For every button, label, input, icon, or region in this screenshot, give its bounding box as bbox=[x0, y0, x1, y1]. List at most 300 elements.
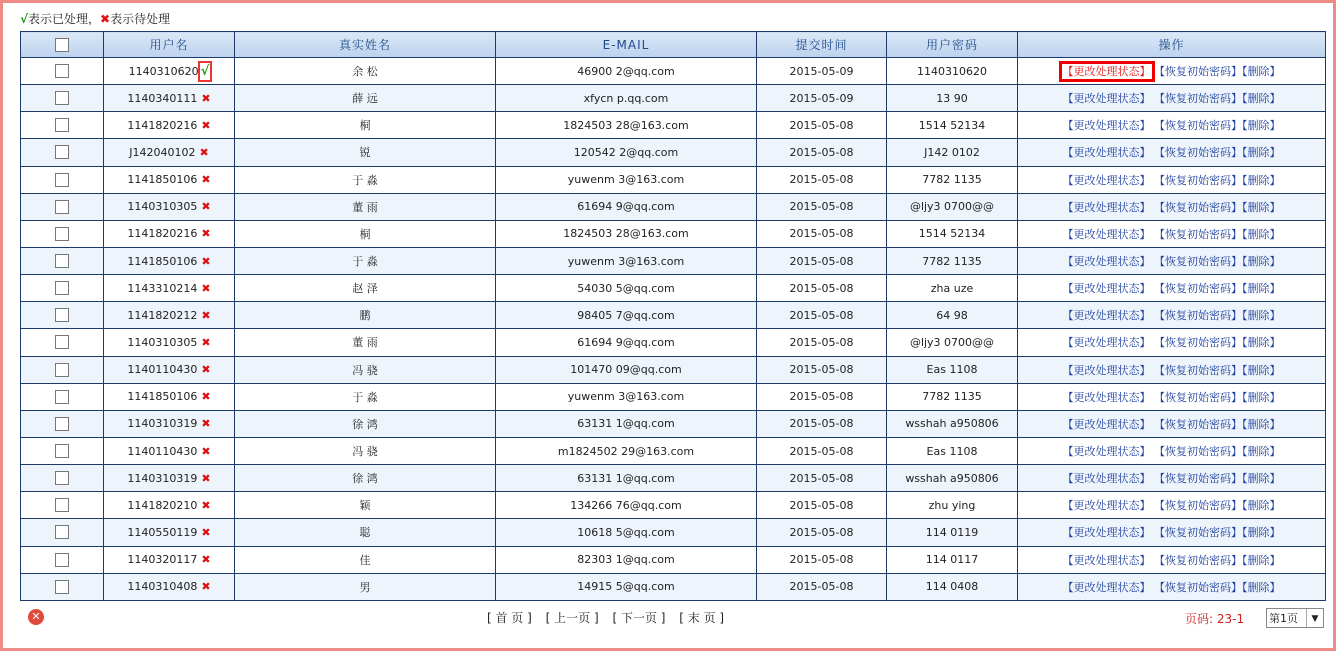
pending-mark-icon: ✖ bbox=[201, 173, 211, 187]
actions-cell bbox=[1018, 329, 1326, 356]
username-cell bbox=[104, 166, 235, 193]
time-cell: 2015-05-08 bbox=[757, 573, 887, 600]
reset-password-link[interactable]: 【恢复初始密码】 bbox=[1154, 417, 1242, 431]
processed-mark-icon: √ bbox=[20, 12, 29, 26]
time-cell: 2015-05-08 bbox=[757, 546, 887, 573]
delete-link[interactable]: 【删除】 bbox=[1242, 472, 1281, 486]
first-page-link[interactable]: [ 首 页 ] bbox=[487, 611, 532, 625]
username-cell bbox=[104, 58, 235, 85]
username: 1140310305 bbox=[127, 200, 198, 214]
reset-password-link[interactable]: 【恢复初始密码】 bbox=[1154, 227, 1242, 241]
header-password: 用户密码 bbox=[887, 32, 1018, 58]
table-row bbox=[21, 193, 1326, 220]
change-status-link[interactable]: 【更改处理状态】 bbox=[1062, 309, 1151, 323]
username-cell bbox=[104, 302, 235, 329]
row-checkbox[interactable] bbox=[55, 525, 69, 539]
change-status-link[interactable]: 【更改处理状态】 bbox=[1062, 65, 1151, 79]
password-cell: 7782 1135 bbox=[887, 166, 1018, 193]
table-row bbox=[21, 275, 1326, 302]
reset-password-link[interactable]: 【恢复初始密码】 bbox=[1154, 92, 1242, 106]
username: 1140320117 bbox=[127, 553, 198, 567]
table-row bbox=[21, 220, 1326, 247]
reset-password-link[interactable]: 【恢复初始密码】 bbox=[1154, 553, 1242, 567]
table-row bbox=[21, 139, 1326, 166]
row-select-cell[interactable] bbox=[21, 492, 104, 519]
time-cell: 2015-05-08 bbox=[757, 112, 887, 139]
row-select-cell[interactable] bbox=[21, 437, 104, 464]
username-cell bbox=[104, 139, 235, 166]
reset-password-link[interactable]: 【恢复初始密码】 bbox=[1154, 390, 1242, 404]
realname-cell: 锐 bbox=[235, 139, 496, 166]
username: 1140340111 bbox=[127, 91, 198, 105]
row-checkbox[interactable] bbox=[55, 444, 69, 458]
actions-cell bbox=[1018, 492, 1326, 519]
username-cell bbox=[104, 85, 235, 112]
reset-password-link[interactable]: 【恢复初始密码】 bbox=[1154, 363, 1242, 377]
pending-mark-icon: ✖ bbox=[100, 12, 111, 26]
row-checkbox[interactable] bbox=[55, 498, 69, 512]
row-checkbox[interactable] bbox=[55, 200, 69, 214]
realname-cell: 赵 泽 bbox=[235, 275, 496, 302]
delete-link[interactable]: 【删除】 bbox=[1242, 553, 1281, 567]
row-checkbox[interactable] bbox=[55, 308, 69, 322]
row-checkbox[interactable] bbox=[55, 580, 69, 594]
username: 1140310305 bbox=[127, 335, 198, 349]
table-row bbox=[21, 356, 1326, 383]
header-email: E-MAIL bbox=[496, 32, 757, 58]
row-checkbox[interactable] bbox=[55, 173, 69, 187]
row-select-cell[interactable] bbox=[21, 275, 104, 302]
realname-cell: 徐 鸿 bbox=[235, 410, 496, 437]
reset-password-link[interactable]: 【恢复初始密码】 bbox=[1154, 472, 1242, 486]
change-status-link[interactable]: 【更改处理状态】 bbox=[1062, 499, 1151, 513]
delete-link[interactable]: 【删除】 bbox=[1242, 227, 1281, 241]
delete-link[interactable]: 【删除】 bbox=[1242, 526, 1281, 540]
table-row bbox=[21, 329, 1326, 356]
table-row bbox=[21, 410, 1326, 437]
reset-password-link[interactable]: 【恢复初始密码】 bbox=[1154, 445, 1242, 459]
table-row bbox=[21, 437, 1326, 464]
reset-password-link[interactable]: 【恢复初始密码】 bbox=[1154, 65, 1242, 79]
actions-cell bbox=[1018, 166, 1326, 193]
realname-cell: 佳 bbox=[235, 546, 496, 573]
last-page-link[interactable]: [ 末 页 ] bbox=[679, 611, 725, 625]
row-select-cell[interactable] bbox=[21, 112, 104, 139]
actions-cell bbox=[1018, 573, 1326, 600]
password-cell: zha uze bbox=[887, 275, 1018, 302]
username: 1141820210 bbox=[127, 498, 198, 512]
reset-password-link[interactable]: 【恢复初始密码】 bbox=[1154, 200, 1242, 214]
table-row bbox=[21, 465, 1326, 492]
email-cell: 54030 5@qq.com bbox=[496, 275, 757, 302]
password-cell: 1514 52134 bbox=[887, 112, 1018, 139]
delete-link[interactable]: 【删除】 bbox=[1242, 92, 1281, 106]
username-cell bbox=[104, 247, 235, 274]
change-status-link[interactable]: 【更改处理状态】 bbox=[1062, 173, 1151, 187]
change-status-link[interactable]: 【更改处理状态】 bbox=[1062, 255, 1151, 269]
row-checkbox[interactable] bbox=[55, 118, 69, 132]
realname-cell: 聪 bbox=[235, 519, 496, 546]
page-select[interactable] bbox=[1266, 608, 1324, 628]
email-cell: 14915 5@qq.com bbox=[496, 573, 757, 600]
email-cell: yuwenm 3@163.com bbox=[496, 166, 757, 193]
time-cell: 2015-05-08 bbox=[757, 166, 887, 193]
row-select-cell[interactable] bbox=[21, 193, 104, 220]
reset-password-link[interactable]: 【恢复初始密码】 bbox=[1154, 499, 1242, 513]
delete-link[interactable]: 【删除】 bbox=[1242, 255, 1281, 269]
time-cell: 2015-05-08 bbox=[757, 383, 887, 410]
email-cell: yuwenm 3@163.com bbox=[496, 247, 757, 274]
time-cell: 2015-05-08 bbox=[757, 437, 887, 464]
row-select-cell[interactable] bbox=[21, 465, 104, 492]
row-select-cell[interactable] bbox=[21, 356, 104, 383]
reset-password-link[interactable]: 【恢复初始密码】 bbox=[1154, 119, 1242, 133]
password-cell: 13 90 bbox=[887, 85, 1018, 112]
time-cell: 2015-05-08 bbox=[757, 139, 887, 166]
username: 1141850106 bbox=[127, 390, 198, 404]
change-status-link[interactable]: 【更改处理状态】 bbox=[1062, 119, 1151, 133]
username: 1140310319 bbox=[127, 471, 198, 485]
row-checkbox[interactable] bbox=[55, 145, 69, 159]
delete-link[interactable]: 【删除】 bbox=[1242, 499, 1281, 513]
table-row bbox=[21, 58, 1326, 85]
time-cell: 2015-05-08 bbox=[757, 220, 887, 247]
password-cell: Eas 1108 bbox=[887, 356, 1018, 383]
table-header-row bbox=[21, 32, 1326, 58]
row-select-cell[interactable] bbox=[21, 573, 104, 600]
email-cell: 1824503 28@163.com bbox=[496, 112, 757, 139]
password-cell: 114 0408 bbox=[887, 573, 1018, 600]
prev-page-link[interactable]: [ 上一页 ] bbox=[545, 611, 599, 625]
password-cell: wsshah a950806 bbox=[887, 410, 1018, 437]
page-info: 页码: 23-1 bbox=[1185, 612, 1245, 626]
table-row bbox=[21, 573, 1326, 600]
realname-cell: 冯 骁 bbox=[235, 356, 496, 383]
row-select-cell[interactable] bbox=[21, 247, 104, 274]
time-cell: 2015-05-08 bbox=[757, 275, 887, 302]
delete-link[interactable]: 【删除】 bbox=[1242, 309, 1281, 323]
pending-mark-icon: ✖ bbox=[201, 444, 211, 458]
email-cell: m1824502 29@163.com bbox=[496, 437, 757, 464]
pending-mark-icon: ✖ bbox=[201, 308, 211, 322]
row-select-cell[interactable] bbox=[21, 546, 104, 573]
status-legend bbox=[20, 10, 170, 27]
row-checkbox[interactable] bbox=[55, 91, 69, 105]
realname-cell: 董 雨 bbox=[235, 329, 496, 356]
email-cell: 101470 09@qq.com bbox=[496, 356, 757, 383]
reset-password-link[interactable]: 【恢复初始密码】 bbox=[1154, 146, 1242, 160]
change-status-link[interactable]: 【更改处理状态】 bbox=[1062, 200, 1151, 214]
reset-password-link[interactable]: 【恢复初始密码】 bbox=[1154, 282, 1242, 296]
delete-link[interactable]: 【删除】 bbox=[1242, 146, 1281, 160]
row-select-cell[interactable] bbox=[21, 166, 104, 193]
username: 1143310214 bbox=[127, 281, 198, 295]
realname-cell: 男 bbox=[235, 573, 496, 600]
reset-password-link[interactable]: 【恢复初始密码】 bbox=[1154, 580, 1242, 594]
actions-cell bbox=[1018, 85, 1326, 112]
pending-mark-icon: ✖ bbox=[201, 580, 211, 594]
username-cell bbox=[104, 437, 235, 464]
pending-mark-icon: ✖ bbox=[201, 227, 211, 241]
realname-cell: 于 淼 bbox=[235, 383, 496, 410]
change-status-link[interactable]: 【更改处理状态】 bbox=[1062, 363, 1151, 377]
username-cell bbox=[104, 329, 235, 356]
table-row bbox=[21, 247, 1326, 274]
password-cell: 114 0119 bbox=[887, 519, 1018, 546]
header-realname: 真实姓名 bbox=[235, 32, 496, 58]
email-cell: 98405 7@qq.com bbox=[496, 302, 757, 329]
row-checkbox[interactable] bbox=[55, 64, 69, 78]
username-cell bbox=[104, 383, 235, 410]
username: 1141820216 bbox=[127, 227, 198, 241]
reset-password-link[interactable]: 【恢复初始密码】 bbox=[1154, 526, 1242, 540]
pending-mark-icon: ✖ bbox=[201, 363, 211, 377]
row-checkbox[interactable] bbox=[55, 471, 69, 485]
table-row bbox=[21, 492, 1326, 519]
actions-cell bbox=[1018, 410, 1326, 437]
row-checkbox[interactable] bbox=[55, 390, 69, 404]
pending-mark-icon: ✖ bbox=[199, 145, 209, 159]
time-cell: 2015-05-08 bbox=[757, 302, 887, 329]
password-cell: zhu ying bbox=[887, 492, 1018, 519]
reset-password-link[interactable]: 【恢复初始密码】 bbox=[1154, 309, 1242, 323]
change-status-link[interactable]: 【更改处理状态】 bbox=[1062, 472, 1151, 486]
password-cell: wsshah a950806 bbox=[887, 465, 1018, 492]
delete-link[interactable]: 【删除】 bbox=[1242, 282, 1281, 296]
realname-cell: 余 松 bbox=[235, 58, 496, 85]
table-row bbox=[21, 383, 1326, 410]
time-cell: 2015-05-09 bbox=[757, 58, 887, 85]
pending-mark-icon: ✖ bbox=[201, 498, 211, 512]
table-row bbox=[21, 85, 1326, 112]
change-status-link[interactable]: 【更改处理状态】 bbox=[1062, 580, 1151, 594]
row-select-cell[interactable] bbox=[21, 519, 104, 546]
actions-cell bbox=[1018, 112, 1326, 139]
actions-cell bbox=[1018, 275, 1326, 302]
pending-mark-icon: ✖ bbox=[201, 91, 211, 105]
username-cell bbox=[104, 356, 235, 383]
row-checkbox[interactable] bbox=[55, 281, 69, 295]
table-row bbox=[21, 166, 1326, 193]
processed-mark-icon: √ bbox=[200, 63, 210, 79]
pending-mark-icon: ✖ bbox=[201, 118, 211, 132]
pending-mark-icon: ✖ bbox=[201, 417, 211, 431]
username-cell bbox=[104, 546, 235, 573]
actions-cell bbox=[1018, 546, 1326, 573]
password-cell: J142 0102 bbox=[887, 139, 1018, 166]
chevron-down-icon[interactable]: ▼ bbox=[1306, 609, 1323, 627]
actions-cell bbox=[1018, 437, 1326, 464]
delete-link[interactable]: 【删除】 bbox=[1242, 336, 1281, 350]
username: J142040102 bbox=[129, 145, 196, 159]
time-cell: 2015-05-08 bbox=[757, 410, 887, 437]
password-cell: 64 98 bbox=[887, 302, 1018, 329]
time-cell: 2015-05-09 bbox=[757, 85, 887, 112]
actions-cell bbox=[1018, 465, 1326, 492]
username: 1140110430 bbox=[127, 363, 198, 377]
realname-cell: 薛 远 bbox=[235, 85, 496, 112]
username: 1141820216 bbox=[127, 118, 198, 132]
delete-link[interactable]: 【删除】 bbox=[1242, 173, 1281, 187]
password-cell: 114 0117 bbox=[887, 546, 1018, 573]
actions-cell bbox=[1018, 193, 1326, 220]
time-cell: 2015-05-08 bbox=[757, 356, 887, 383]
row-checkbox[interactable] bbox=[55, 553, 69, 567]
email-cell: yuwenm 3@163.com bbox=[496, 383, 757, 410]
reset-password-link[interactable]: 【恢复初始密码】 bbox=[1154, 336, 1242, 350]
row-select-cell[interactable] bbox=[21, 85, 104, 112]
row-select-cell[interactable] bbox=[21, 383, 104, 410]
row-select-cell[interactable] bbox=[21, 58, 104, 85]
actions-cell bbox=[1018, 139, 1326, 166]
username: 1140550119 bbox=[127, 525, 198, 539]
time-cell: 2015-05-08 bbox=[757, 247, 887, 274]
actions-cell bbox=[1018, 356, 1326, 383]
actions-cell bbox=[1018, 220, 1326, 247]
change-status-link[interactable]: 【更改处理状态】 bbox=[1062, 390, 1151, 404]
pending-mark-icon: ✖ bbox=[201, 335, 211, 349]
row-checkbox[interactable] bbox=[55, 363, 69, 377]
username: 1140110430 bbox=[127, 444, 198, 458]
reset-password-link[interactable]: 【恢复初始密码】 bbox=[1154, 173, 1242, 187]
realname-cell: 董 雨 bbox=[235, 193, 496, 220]
row-checkbox[interactable] bbox=[55, 254, 69, 268]
delete-link[interactable]: 【删除】 bbox=[1242, 363, 1281, 377]
username-cell bbox=[104, 519, 235, 546]
username: 1141850106 bbox=[127, 173, 198, 187]
change-status-link[interactable]: 【更改处理状态】 bbox=[1062, 92, 1151, 106]
table-row bbox=[21, 112, 1326, 139]
username: 1140310408 bbox=[127, 580, 198, 594]
change-status-link[interactable]: 【更改处理状态】 bbox=[1062, 553, 1151, 567]
username-cell bbox=[104, 220, 235, 247]
username-cell bbox=[104, 112, 235, 139]
table-body bbox=[21, 58, 1326, 601]
email-cell: 10618 5@qq.com bbox=[496, 519, 757, 546]
change-status-link[interactable]: 【更改处理状态】 bbox=[1062, 445, 1151, 459]
pending-mark-icon: ✖ bbox=[201, 281, 211, 295]
row-select-cell[interactable] bbox=[21, 302, 104, 329]
header-time: 提交时间 bbox=[757, 32, 887, 58]
row-checkbox[interactable] bbox=[55, 417, 69, 431]
email-cell: 61694 9@qq.com bbox=[496, 193, 757, 220]
time-cell: 2015-05-08 bbox=[757, 492, 887, 519]
next-page-link[interactable]: [ 下一页 ] bbox=[612, 611, 666, 625]
pending-mark-icon: ✖ bbox=[201, 471, 211, 485]
row-select-cell[interactable] bbox=[21, 329, 104, 356]
delete-link[interactable]: 【删除】 bbox=[1242, 119, 1281, 133]
password-cell: @ljy3 0700@@ bbox=[887, 329, 1018, 356]
actions-cell bbox=[1018, 247, 1326, 274]
password-cell: Eas 1108 bbox=[887, 437, 1018, 464]
email-cell: 63131 1@qq.com bbox=[496, 465, 757, 492]
actions-cell bbox=[1018, 383, 1326, 410]
email-cell: 82303 1@qq.com bbox=[496, 546, 757, 573]
pending-mark-icon: ✖ bbox=[201, 553, 211, 567]
email-cell: 120542 2@qq.com bbox=[496, 139, 757, 166]
change-status-link[interactable]: 【更改处理状态】 bbox=[1062, 282, 1151, 296]
password-cell: 7782 1135 bbox=[887, 247, 1018, 274]
change-status-link[interactable]: 【更改处理状态】 bbox=[1062, 336, 1151, 350]
row-select-cell[interactable] bbox=[21, 410, 104, 437]
row-select-cell[interactable] bbox=[21, 220, 104, 247]
realname-cell: 桐 bbox=[235, 112, 496, 139]
pending-mark-icon: ✖ bbox=[201, 525, 211, 539]
table-row bbox=[21, 546, 1326, 573]
username: 1140310620 bbox=[128, 64, 199, 78]
time-cell: 2015-05-08 bbox=[757, 193, 887, 220]
select-all-checkbox[interactable] bbox=[55, 38, 69, 52]
delete-link[interactable]: 【删除】 bbox=[1242, 390, 1281, 404]
delete-link[interactable]: 【删除】 bbox=[1242, 200, 1281, 214]
realname-cell: 冯 骁 bbox=[235, 437, 496, 464]
row-select-cell[interactable] bbox=[21, 139, 104, 166]
pending-mark-icon: ✖ bbox=[201, 200, 211, 214]
row-checkbox[interactable] bbox=[55, 227, 69, 241]
pending-legend-text: 表示待处理 bbox=[110, 12, 171, 26]
select-all-cell[interactable] bbox=[21, 32, 104, 58]
username-cell bbox=[104, 193, 235, 220]
delete-link[interactable]: 【删除】 bbox=[1242, 445, 1281, 459]
email-cell: xfycn p.qq.com bbox=[496, 85, 757, 112]
user-table bbox=[20, 31, 1326, 601]
change-status-link[interactable]: 【更改处理状态】 bbox=[1062, 526, 1151, 540]
realname-cell: 桐 bbox=[235, 220, 496, 247]
change-status-link[interactable]: 【更改处理状态】 bbox=[1062, 417, 1151, 431]
username: 1141820212 bbox=[127, 308, 198, 322]
change-status-link[interactable]: 【更改处理状态】 bbox=[1062, 146, 1151, 160]
reset-password-link[interactable]: 【恢复初始密码】 bbox=[1154, 255, 1242, 269]
time-cell: 2015-05-08 bbox=[757, 465, 887, 492]
password-cell: 1140310620 bbox=[887, 58, 1018, 85]
realname-cell: 颖 bbox=[235, 492, 496, 519]
actions-cell bbox=[1018, 58, 1326, 85]
page-select-value: 第1页 bbox=[1269, 612, 1298, 625]
delete-link[interactable]: 【删除】 bbox=[1242, 580, 1281, 594]
email-cell: 134266 76@qq.com bbox=[496, 492, 757, 519]
header-actions: 操作 bbox=[1018, 32, 1326, 58]
row-checkbox[interactable] bbox=[55, 335, 69, 349]
time-cell: 2015-05-08 bbox=[757, 519, 887, 546]
delete-link[interactable]: 【删除】 bbox=[1242, 65, 1281, 79]
realname-cell: 于 淼 bbox=[235, 166, 496, 193]
close-icon[interactable]: ✕ bbox=[28, 609, 44, 625]
actions-cell bbox=[1018, 519, 1326, 546]
header-username: 用户名 bbox=[104, 32, 235, 58]
change-status-link[interactable]: 【更改处理状态】 bbox=[1062, 227, 1151, 241]
pending-mark-icon: ✖ bbox=[201, 254, 211, 268]
realname-cell: 徐 鸿 bbox=[235, 465, 496, 492]
username-cell bbox=[104, 275, 235, 302]
username-cell bbox=[104, 492, 235, 519]
table-row bbox=[21, 519, 1326, 546]
pending-mark-icon: ✖ bbox=[201, 390, 211, 404]
username-cell bbox=[104, 410, 235, 437]
realname-cell: 鹏 bbox=[235, 302, 496, 329]
actions-cell bbox=[1018, 302, 1326, 329]
processed-legend-text: 表示已处理， bbox=[28, 12, 101, 26]
delete-link[interactable]: 【删除】 bbox=[1242, 417, 1281, 431]
email-cell: 63131 1@qq.com bbox=[496, 410, 757, 437]
password-cell: 1514 52134 bbox=[887, 220, 1018, 247]
pagination bbox=[487, 609, 734, 626]
password-cell: @ljy3 0700@@ bbox=[887, 193, 1018, 220]
username-cell bbox=[104, 465, 235, 492]
username: 1141850106 bbox=[127, 254, 198, 268]
time-cell: 2015-05-08 bbox=[757, 329, 887, 356]
email-cell: 61694 9@qq.com bbox=[496, 329, 757, 356]
email-cell: 1824503 28@163.com bbox=[496, 220, 757, 247]
